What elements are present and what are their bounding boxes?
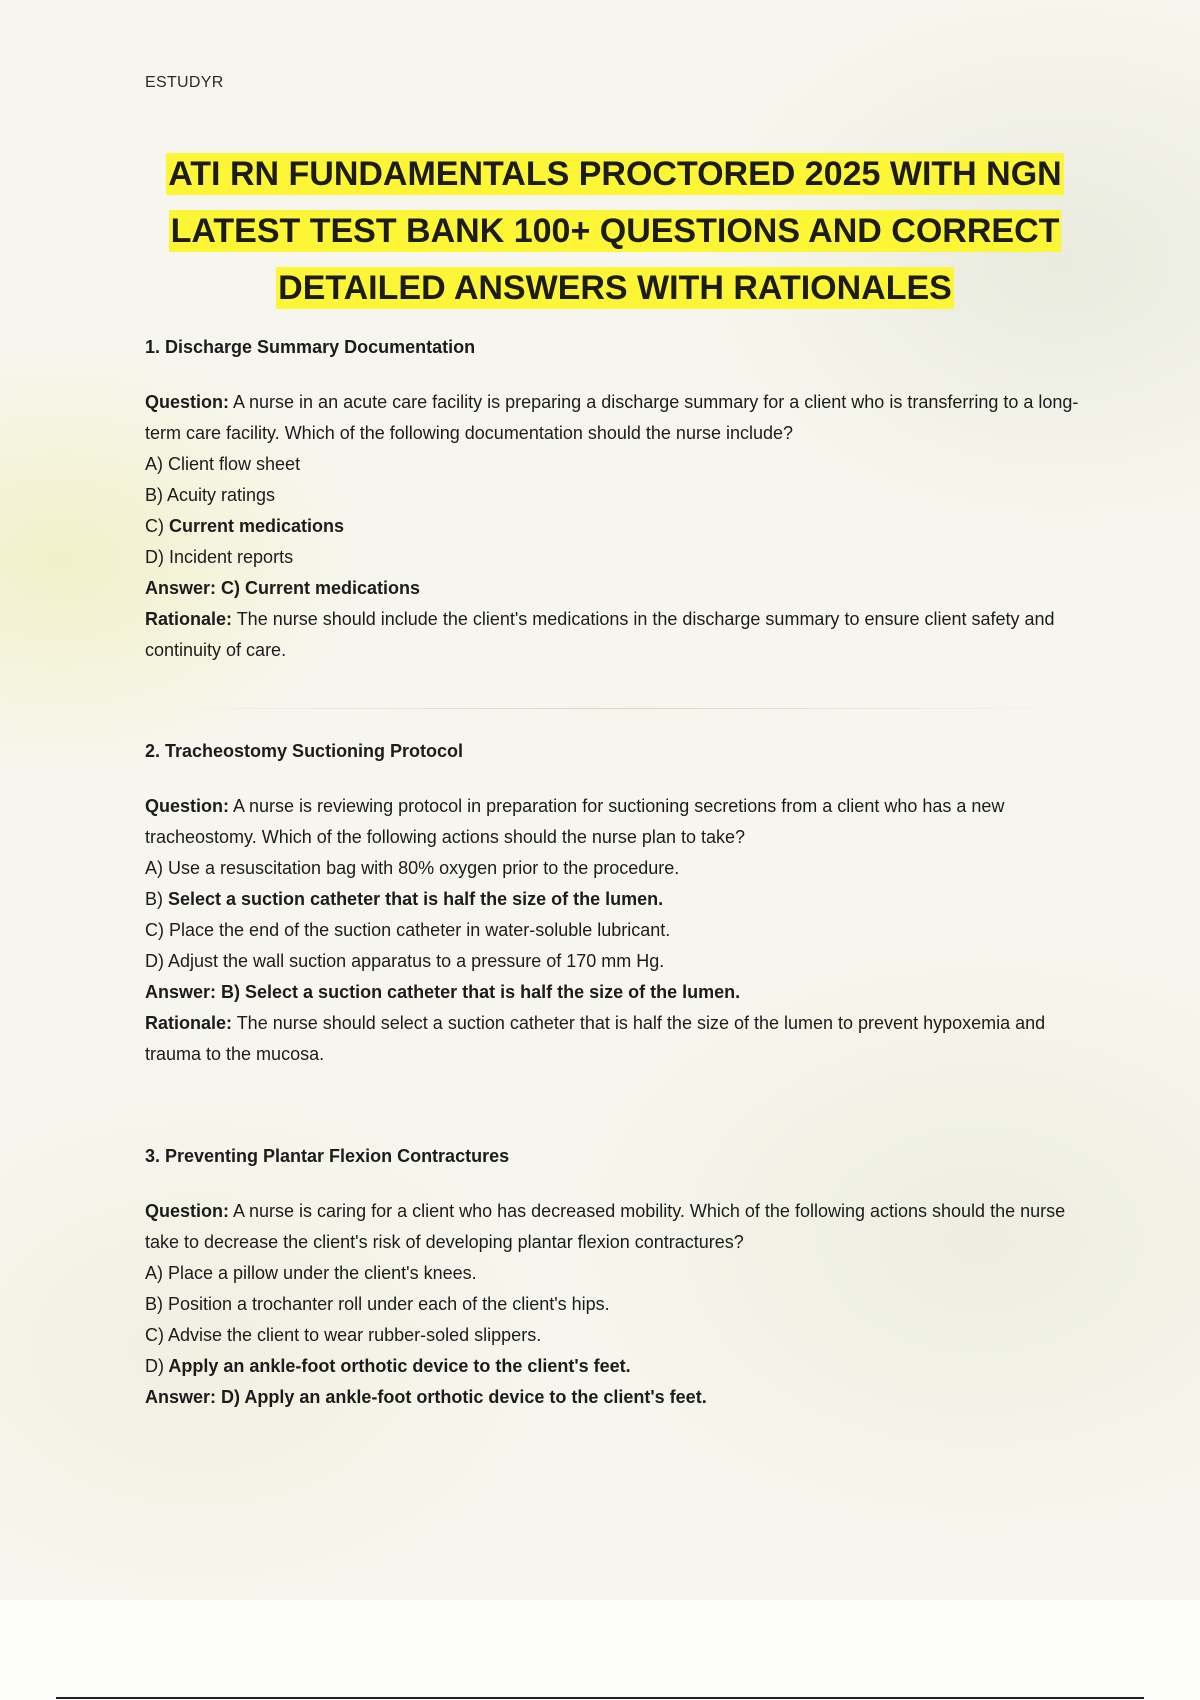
- option-c: [145, 915, 1085, 946]
- option-b: [145, 480, 1085, 511]
- option-d: [145, 946, 1085, 977]
- option-d: [145, 542, 1085, 573]
- option-text-correct: Current medications: [164, 516, 345, 536]
- question-text: [145, 791, 1085, 853]
- option-text: Client flow sheet: [163, 454, 301, 474]
- option-text: Position a trochanter roll under each of the client's hips.: [163, 1294, 610, 1314]
- answer-label: Answer:: [145, 982, 217, 1002]
- question-label: Question:: [145, 1201, 229, 1221]
- rationale-line: [145, 1008, 1085, 1070]
- page-bottom-margin: [0, 1600, 1200, 1700]
- option-letter: A): [145, 858, 163, 878]
- option-letter: D): [145, 1356, 164, 1376]
- answer-text: D) Apply an ankle-foot orthotic device to the client's feet.: [216, 1387, 707, 1407]
- rationale-label: Rationale:: [145, 609, 233, 629]
- title-line: LATEST TEST BANK 100+ QUESTIONS AND CORRECT: [170, 212, 1060, 250]
- question-section-3: [145, 1144, 1085, 1413]
- option-text: Place a pillow under the client's knees.: [163, 1263, 477, 1283]
- option-a: [145, 853, 1085, 884]
- answer-line: [145, 977, 1085, 1008]
- document-title: [137, 146, 1093, 317]
- answer-line: [145, 573, 1085, 604]
- question-heading: 3. Preventing Plantar Flexion Contractures: [145, 1146, 510, 1166]
- option-b: [145, 1289, 1085, 1320]
- question-text: [145, 387, 1085, 449]
- answer-label: Answer:: [145, 578, 217, 598]
- question-body: A nurse is reviewing protocol in preparation for suctioning secretions from a client who has a new tracheostomy. Which of the following actions should the nurse plan to take?: [145, 796, 1005, 847]
- question-heading: 2. Tracheostomy Suctioning Protocol: [145, 741, 464, 761]
- document-body: [145, 74, 1085, 1413]
- question-body: A nurse is caring for a client who has decreased mobility. Which of the following actions should the nurse take to decrease the client's risk of developing plantar flexion contractures?: [145, 1201, 1066, 1252]
- option-text-correct: Select a suction catheter that is half the size of the lumen.: [163, 889, 664, 909]
- option-letter: A): [145, 1263, 163, 1283]
- option-text: Advise the client to wear rubber-soled slippers.: [164, 1325, 542, 1345]
- title-line: ATI RN FUNDAMENTALS PROCTORED 2025 WITH NGN: [168, 155, 1062, 193]
- option-c: [145, 1320, 1085, 1351]
- brand-label: ESTUDYR: [145, 74, 224, 91]
- rationale-text: The nurse should select a suction catheter that is half the size of the lumen to prevent hypoxemia and trauma to the mucosa.: [145, 1013, 1046, 1064]
- option-d: [145, 1351, 1085, 1382]
- option-text: Place the end of the suction catheter in water-soluble lubricant.: [164, 920, 671, 940]
- option-text: Incident reports: [164, 547, 294, 567]
- option-text: Acuity ratings: [163, 485, 276, 505]
- rationale-label: Rationale:: [145, 1013, 233, 1033]
- option-letter: D): [145, 951, 164, 971]
- question-label: Question:: [145, 796, 229, 816]
- rationale-line: [145, 604, 1085, 666]
- title-line: DETAILED ANSWERS WITH RATIONALES: [278, 269, 952, 307]
- option-a: [145, 449, 1085, 480]
- option-letter: D): [145, 547, 164, 567]
- option-letter: C): [145, 920, 164, 940]
- option-letter: B): [145, 1294, 163, 1314]
- answer-line: [145, 1382, 1085, 1413]
- question-section-2: [145, 739, 1085, 1070]
- answer-text: C) Current medications: [216, 578, 421, 598]
- option-c: [145, 511, 1085, 542]
- option-b: [145, 884, 1085, 915]
- rationale-text: The nurse should include the client's medications in the discharge summary to ensure client safety and continuity of care.: [145, 609, 1055, 660]
- question-section-1: [145, 335, 1085, 666]
- footer-rule: [56, 1697, 1144, 1699]
- option-text: Adjust the wall suction apparatus to a pressure of 170 mm Hg.: [164, 951, 665, 971]
- option-text-correct: Apply an ankle-foot orthotic device to the client's feet.: [164, 1356, 631, 1376]
- option-text: Use a resuscitation bag with 80% oxygen prior to the procedure.: [163, 858, 680, 878]
- option-letter: B): [145, 485, 163, 505]
- option-letter: C): [145, 516, 164, 536]
- answer-text: B) Select a suction catheter that is half the size of the lumen.: [216, 982, 741, 1002]
- option-a: [145, 1258, 1085, 1289]
- question-label: Question:: [145, 392, 229, 412]
- question-heading: 1. Discharge Summary Documentation: [145, 337, 476, 357]
- question-body: A nurse in an acute care facility is preparing a discharge summary for a client who is transferring to a long-term care facility. Which of the following documentation should the nurse include?: [145, 392, 1079, 443]
- answer-label: Answer:: [145, 1387, 217, 1407]
- section-divider: [145, 708, 1085, 709]
- option-letter: B): [145, 889, 163, 909]
- question-text: [145, 1196, 1085, 1258]
- option-letter: A): [145, 454, 163, 474]
- option-letter: C): [145, 1325, 164, 1345]
